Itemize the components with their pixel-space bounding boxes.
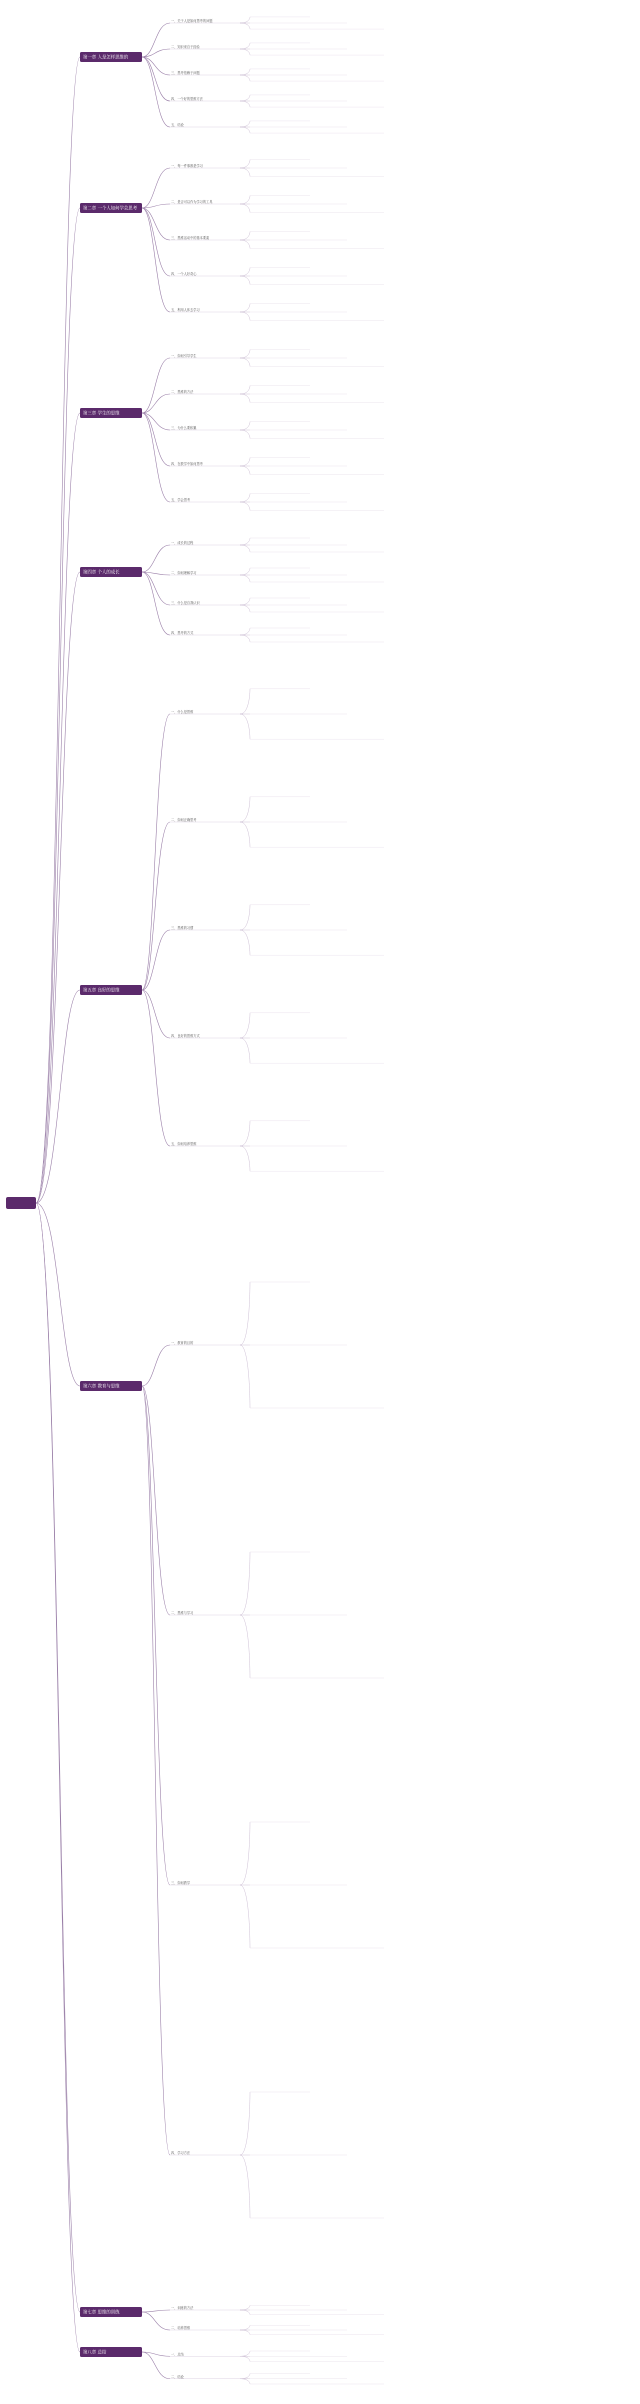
- section-edge: [142, 1386, 170, 2155]
- leaf-edge: [240, 1822, 250, 1885]
- section-label[interactable]: 一、关于人是如何思考的问题: [171, 19, 213, 24]
- leaf-edge: [240, 2305, 250, 2310]
- section-edge: [142, 168, 170, 208]
- chapter-edge: [36, 1203, 80, 2312]
- leaf-edge: [240, 240, 250, 248]
- leaf-edge: [240, 232, 250, 240]
- section-label[interactable]: 三、什么是自我认识: [171, 601, 200, 606]
- leaf-edge: [240, 127, 250, 133]
- leaf-edge: [240, 304, 250, 312]
- leaf-edge: [240, 1013, 250, 1038]
- section-label[interactable]: 四、思考的方式: [171, 631, 194, 636]
- leaf-edge: [240, 538, 250, 545]
- section-edge: [142, 413, 170, 466]
- leaf-edge: [240, 422, 250, 430]
- chapter-label: 第四章 个人的成长: [83, 570, 120, 576]
- leaf-edge: [240, 75, 250, 81]
- leaf-edge: [240, 568, 250, 575]
- leaf-edge: [240, 2155, 250, 2218]
- section-label[interactable]: 一、教育的目的: [171, 1341, 194, 1346]
- section-label[interactable]: 二、知识来自于经验: [171, 45, 200, 50]
- section-label[interactable]: 五、学会思考: [171, 498, 191, 503]
- section-edge: [142, 1345, 170, 1386]
- section-label[interactable]: 二、思维的方法: [171, 390, 194, 395]
- leaf-edge: [240, 1885, 250, 1948]
- section-label[interactable]: 三、如何教学: [171, 1881, 191, 1886]
- leaf-edge: [240, 605, 250, 612]
- leaf-edge: [240, 822, 250, 847]
- chapter-label: 第一章 人是怎样思维的: [83, 55, 129, 61]
- leaf-edge: [240, 628, 250, 635]
- leaf-edge: [240, 350, 250, 358]
- leaf-edge: [240, 43, 250, 49]
- section-label[interactable]: 三、思考依赖于问题: [171, 71, 200, 76]
- chapter-label: 第八章 总结: [83, 2350, 107, 2356]
- section-edge: [142, 57, 170, 127]
- section-edge: [142, 2312, 170, 2330]
- section-label[interactable]: 一、总结: [171, 2352, 184, 2357]
- leaf-edge: [240, 121, 250, 127]
- leaf-edge: [240, 49, 250, 55]
- section-edge: [142, 2352, 170, 2356]
- leaf-edge: [240, 394, 250, 402]
- leaf-edge: [240, 168, 250, 176]
- leaf-edge: [240, 23, 250, 29]
- section-edge: [142, 822, 170, 990]
- section-label[interactable]: 四、一个人好奇心: [171, 272, 197, 277]
- leaf-edge: [240, 1615, 250, 1678]
- leaf-edge: [240, 1282, 250, 1345]
- section-label[interactable]: 二、如何正确思考: [171, 818, 197, 823]
- chapter-label: 第五章 良好的思维: [83, 988, 120, 994]
- section-label[interactable]: 一、如何引导学生: [171, 354, 197, 359]
- leaf-edge: [240, 204, 250, 212]
- section-edge: [142, 714, 170, 990]
- chapter-label: 第三章 学生的思维: [83, 411, 120, 417]
- section-edge: [142, 413, 170, 502]
- root-node: [6, 1197, 36, 1209]
- section-label[interactable]: 四、在教学中如何思考: [171, 462, 203, 467]
- leaf-edge: [240, 312, 250, 320]
- section-label[interactable]: 五、利用人体去学习: [171, 308, 200, 313]
- section-label[interactable]: 一、每一件事都是学习: [171, 164, 203, 169]
- section-edge: [142, 358, 170, 413]
- leaf-edge: [240, 276, 250, 284]
- section-label[interactable]: 二、思维与学习: [171, 1611, 194, 1616]
- leaf-edge: [240, 2325, 250, 2330]
- section-edge: [142, 208, 170, 312]
- section-edge: [142, 930, 170, 990]
- leaf-edge: [240, 196, 250, 204]
- leaf-edge: [240, 17, 250, 23]
- section-label[interactable]: 二、是否可以作为学习的工具: [171, 200, 213, 205]
- leaf-edge: [240, 545, 250, 552]
- section-edge: [142, 572, 170, 605]
- leaf-edge: [240, 160, 250, 168]
- section-label[interactable]: 二、培养思维: [171, 2326, 191, 2331]
- chapter-edge: [36, 57, 80, 1203]
- leaf-edge: [240, 2374, 250, 2379]
- chapter-edge: [36, 1203, 80, 2352]
- chapter-label: 第二章 一个人如何学会思考: [83, 206, 138, 212]
- section-label[interactable]: 五、结论: [171, 123, 184, 128]
- leaf-edge: [240, 1121, 250, 1146]
- leaf-edge: [240, 2330, 250, 2335]
- section-label[interactable]: 三、思维的习惯: [171, 926, 194, 931]
- leaf-edge: [240, 635, 250, 642]
- leaf-edge: [240, 95, 250, 101]
- leaf-edge: [240, 1552, 250, 1615]
- leaf-edge: [240, 268, 250, 276]
- leaf-edge: [240, 2356, 250, 2361]
- section-edge: [142, 2310, 170, 2312]
- section-label[interactable]: 二、结论: [171, 2374, 184, 2379]
- leaf-edge: [240, 358, 250, 366]
- section-edge: [142, 990, 170, 1146]
- leaf-edge: [240, 386, 250, 394]
- section-edge: [142, 394, 170, 413]
- section-label[interactable]: 五、如何培养思维: [171, 1142, 197, 1147]
- section-label[interactable]: 三、思维活动中的基本要素: [171, 236, 210, 241]
- leaf-edge: [240, 1038, 250, 1063]
- section-label[interactable]: 四、一个好的思维方法: [171, 97, 203, 102]
- section-label[interactable]: 二、如何理解学习: [171, 571, 197, 576]
- section-label[interactable]: 三、为什么要积累: [171, 426, 197, 431]
- section-edge: [142, 545, 170, 572]
- leaf-edge: [240, 430, 250, 438]
- leaf-edge: [240, 458, 250, 466]
- leaf-edge: [240, 575, 250, 582]
- leaf-edge: [240, 797, 250, 822]
- section-label[interactable]: 一、训练的方法: [171, 2306, 194, 2311]
- leaf-edge: [240, 494, 250, 502]
- leaf-edge: [240, 69, 250, 75]
- leaf-edge: [240, 1146, 250, 1171]
- leaf-edge: [240, 2379, 250, 2384]
- leaf-edge: [240, 466, 250, 474]
- leaf-edge: [240, 2310, 250, 2315]
- chapter-label: 第六章 教育与思维: [83, 1384, 120, 1390]
- section-edge: [142, 572, 170, 635]
- leaf-edge: [240, 2351, 250, 2356]
- section-label[interactable]: 一、什么是思维: [171, 710, 194, 715]
- leaf-edge: [240, 598, 250, 605]
- leaf-edge: [240, 2092, 250, 2155]
- leaf-edge: [240, 689, 250, 714]
- section-label[interactable]: 四、学习方法: [171, 2151, 191, 2156]
- chapter-edge: [36, 413, 80, 1203]
- leaf-edge: [240, 101, 250, 107]
- chapter-edge: [36, 1203, 80, 1386]
- leaf-edge: [240, 930, 250, 955]
- section-label[interactable]: 一、成长的过程: [171, 541, 194, 546]
- leaf-edge: [240, 714, 250, 739]
- chapter-label: 第七章 思维的训练: [83, 2310, 120, 2316]
- leaf-edge: [240, 1345, 250, 1408]
- section-label[interactable]: 四、良好的思维方式: [171, 1034, 200, 1039]
- leaf-edge: [240, 905, 250, 930]
- leaf-edge: [240, 502, 250, 510]
- section-edge: [142, 23, 170, 57]
